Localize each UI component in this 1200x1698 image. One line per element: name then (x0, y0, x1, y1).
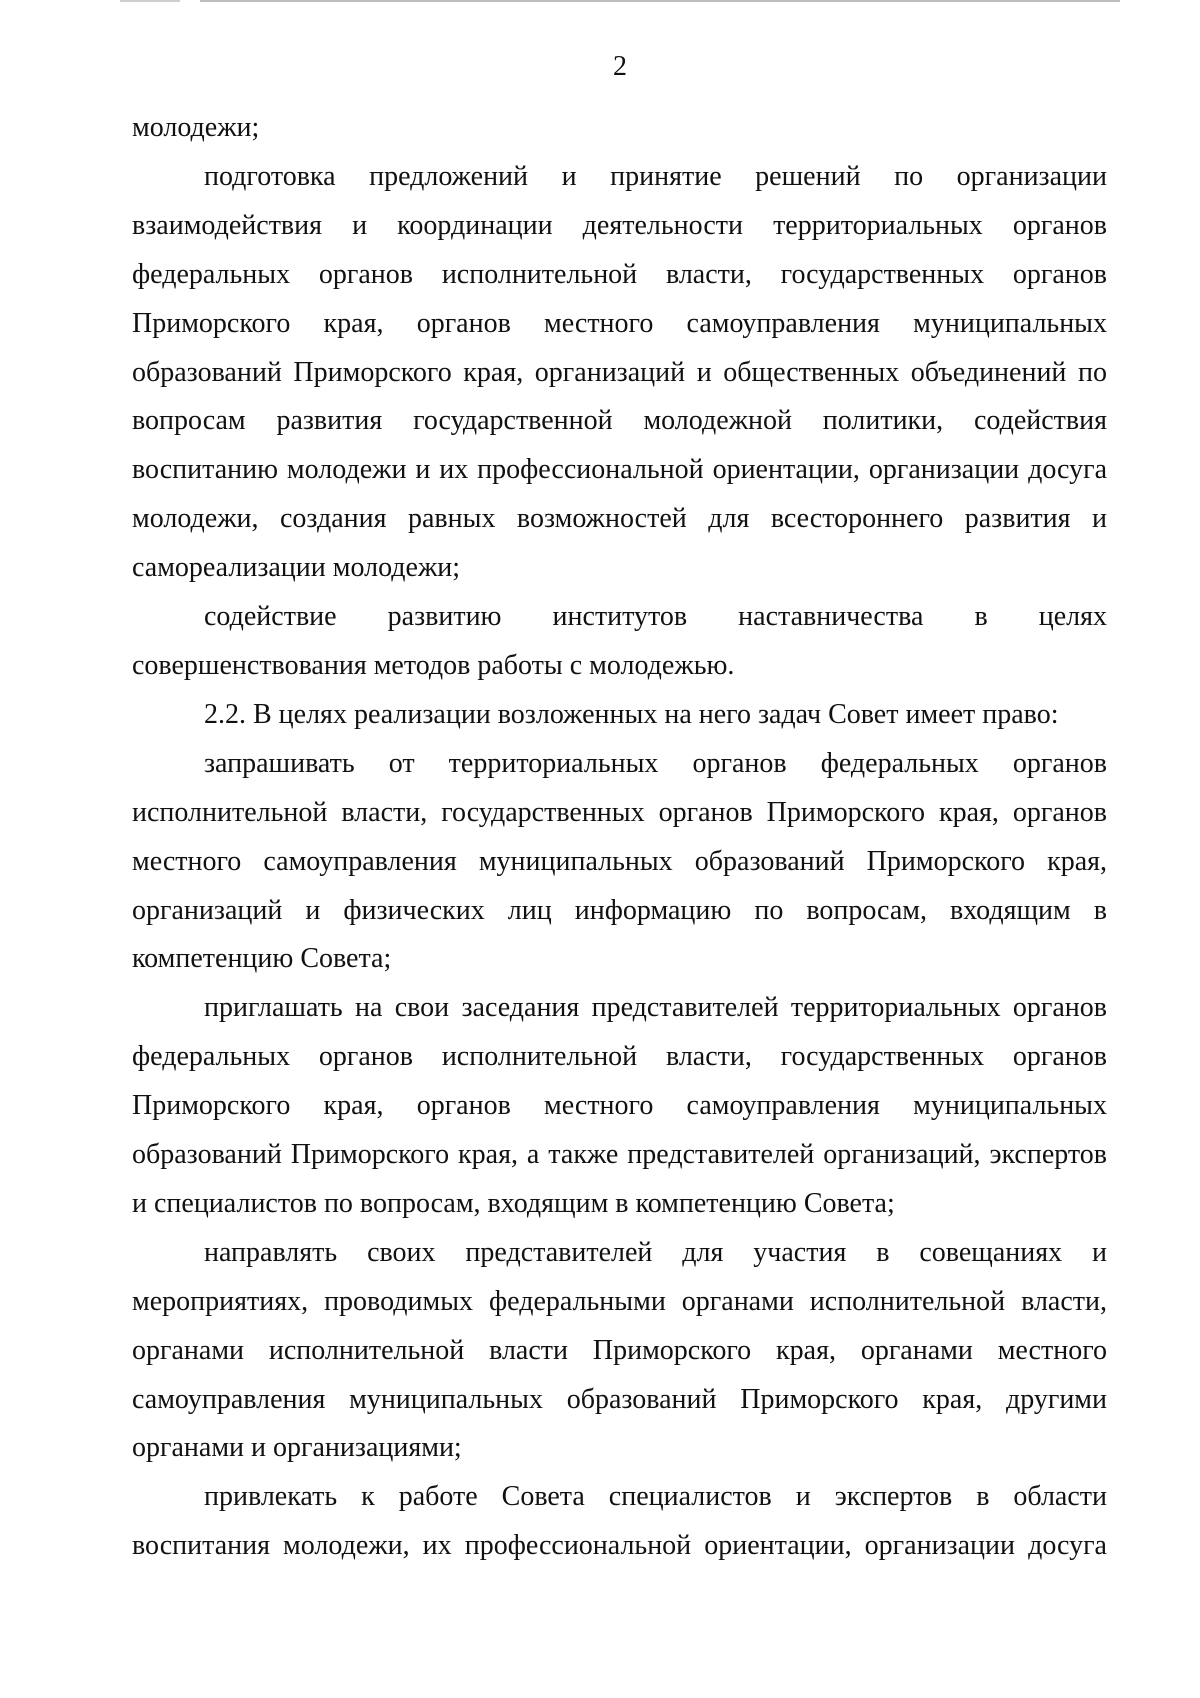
paragraph-mentorship: содействие развитию институтов наставничества в целях совершенствования методов работы с молодежью. (132, 601, 1107, 681)
paragraph-invite-representatives: приглашать на свои заседания представителей территориальных органов федеральных органов исполнительной власти, государственных органов Приморского края, органов местного самоуправления муниципальных образований Приморского края, а также представителей организаций, экспертов и специалистов по вопросам, входящим в компетенцию Совета; (132, 992, 1107, 1219)
paragraph-coordination-proposals: подготовка предложений и принятие решений по организации взаимодействия и координации деятельности территориальных органов федеральных органов исполнительной власти, государственных органов Приморского края, органов местного самоуправления муниципальных образований Приморского края, организаций и общественных объединений по вопросам развития государственной молодежной политики, содействия воспитанию молодежи и их профессиональной ориентации, организации досуга молодежи, создания равных возможностей для всестороннего развития и самореализации молодежи; (132, 160, 1107, 584)
paragraph-request-information: запрашивать от территориальных органов федеральных органов исполнительной власти, государственных органов Приморского края, органов местного самоуправления муниципальных образований Приморского края, организаций и физических лиц информацию по вопросам, входящим в компетенцию Совета; (132, 747, 1107, 975)
paragraph-send-representatives: направлять своих представителей для участия в совещаниях и мероприятиях, проводимых федеральными органами исполнительной власти, органами исполнительной власти Приморского края, органами местного самоуправления муниципальных образований Приморского края, другими органами и организациями; (132, 1236, 1107, 1464)
scan-top-edge (120, 0, 1120, 2)
paragraph-section-2-2: 2.2. В целях реализации возложенных на него задач Совет имеет право: (204, 698, 1059, 730)
paragraph-continuation: молодежи; (132, 112, 260, 143)
document-body (132, 104, 1107, 1571)
page-number: 2 (613, 51, 627, 82)
paragraph-involve-experts: привлекать к работе Совета специалистов и экспертов в области воспитания молодежи, их профессиональной ориентации, организации досуга (132, 1481, 1107, 1562)
